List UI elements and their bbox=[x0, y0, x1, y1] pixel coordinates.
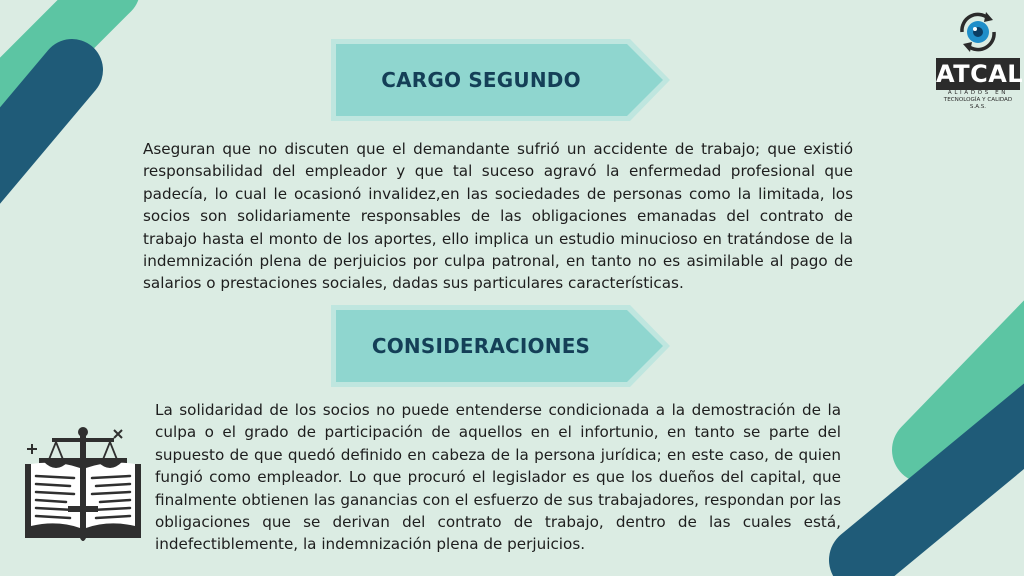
logo-tagline bbox=[936, 90, 1020, 111]
section-title: CONSIDERACIONES bbox=[371, 334, 591, 358]
section-body-text: La solidaridad de los socios no puede entenderse condicionada a la demostración de la culpa o el grado de participación de aquellos en el infortunio, en tanto se parte del supuesto de que quedó definido en cabeza de la persona jurídica; en este caso, de quien fungió como empleador. Lo que procuró el legislador es que los dueños del capital, que finalmente obtienen las ganancias con el esfuerzo de sus trabajadores, respondan por las obligaciones que se derivan del contrato de trabajo, dentro de las cuales está, indefectiblemente, la indemnización plena de perjuicios. bbox=[155, 401, 841, 554]
section-body-text: Aseguran que no discuten que el demandante sufrió un accidente de trabajo; que existió responsabilidad del empleador y que tal suceso agravó la enfermedad profesional que padecía, lo cual le ocasionó invalidez,en las sociedades de personas como la limitada, los socios son solidariamente responsables de las obligaciones emanadas del contrato de trabajo hasta el monto de los aportes, ello implica un estudio minucioso en tratándose de la indemnización plena de perjuicios por culpa patronal, en tanto no es asimilable al pago de salarios o prestaciones sociales, dadas sus particulares características. bbox=[143, 140, 853, 293]
banner-cargo-segundo bbox=[330, 38, 672, 122]
eye-rotate-icon bbox=[936, 6, 1020, 58]
logo-tagline-line-2: TECNOLOGÍA Y CALIDAD S.A.S. bbox=[943, 97, 1013, 110]
banner-consideraciones bbox=[330, 304, 672, 388]
law-book-scales-icon bbox=[22, 420, 144, 544]
section-title: CARGO SEGUNDO bbox=[381, 68, 581, 92]
company-logo bbox=[936, 6, 1024, 110]
logo-tagline-line-1: ALIADOS EN bbox=[947, 90, 1009, 96]
logo-name: ATCAL bbox=[936, 60, 1024, 88]
